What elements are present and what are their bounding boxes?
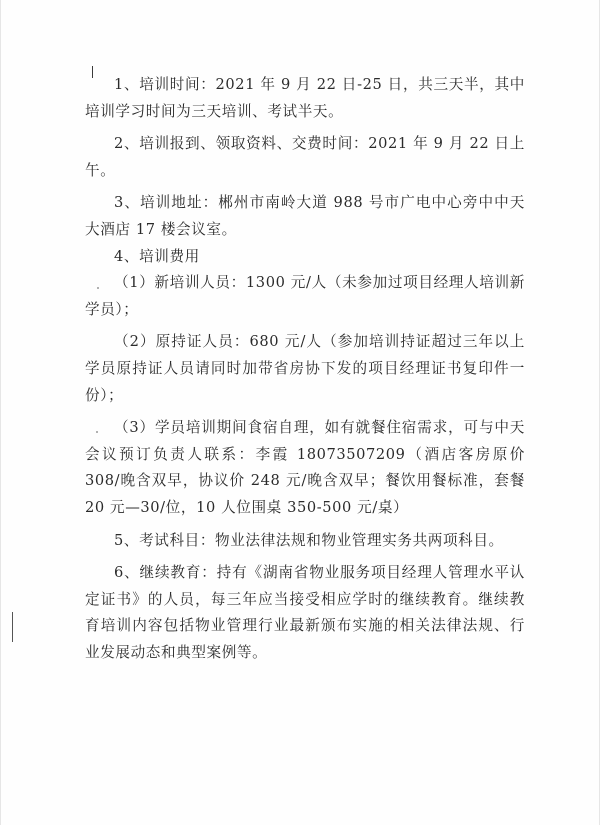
paragraph-fee-renewal: （2）原持证人员：680 元/人（参加培训持证超过三年以上学员原持证人员请同时加带省房协下发的项目经理证书复印件一份）； xyxy=(85,333,525,404)
paragraph-exam-subjects: 5、考试科目：物业法律法规和物业管理实务共两项科目。 xyxy=(114,531,504,549)
paragraph-continuing-education: 6、继续教育：持有《湖南省物业服务项目经理人管理水平认定证书》的人员，每三年应当接受相应学时的继续教育。继续教育培训内容包括物业管理行业最新颁布实施的相关法律法规、行业发展动态和典型案例等。 xyxy=(85,564,525,661)
document-body xyxy=(85,72,525,666)
scan-mark-left xyxy=(12,612,13,642)
paragraph-registration: 2、培训报到、领取资料、交费时间：2021 年 9 月 22 日上午。 xyxy=(85,135,525,179)
paragraph-training-time: 1、培训时间：2021 年 9 月 22 日-25 日，共三天半，其中培训学习时间为三天培训、考试半天。 xyxy=(85,76,525,120)
paragraph-address: 3、培训地址：郴州市南岭大道 988 号市广电中心旁中中天大酒店 17 楼会议室。 xyxy=(85,194,525,238)
paragraph-fees-heading: 4、培训费用 xyxy=(114,247,200,265)
paragraph-fee-new: （1）新培训人员：1300 元/人（未参加过项目经理人培训新学员）； xyxy=(85,274,525,318)
paragraph-accommodation: （3）学员培训期间食宿自理，如有就餐住宿需求，可与中天会议预订负责人联系：李霞 18073507209（酒店客房原价 308/晚含双早，协议价 248 元/晚含双早；餐饮用餐标准，套餐 20 元—30/位，10 人位围桌 350-500 元/桌） xyxy=(85,419,525,516)
